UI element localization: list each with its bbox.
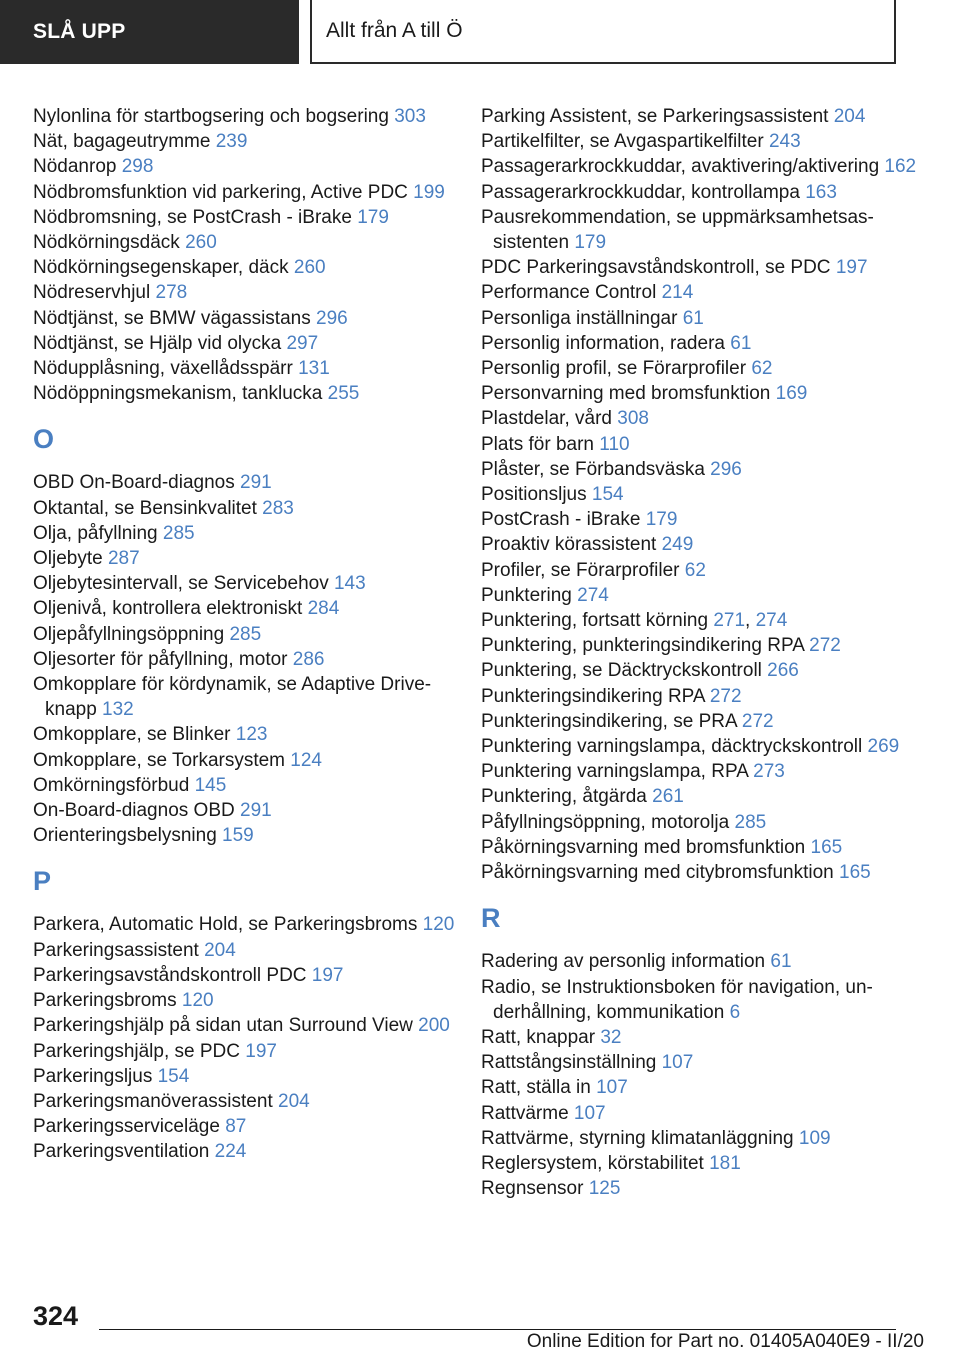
index-entry <box>481 381 921 406</box>
index-entry-term: Punktering, punkteringsindikering RPA <box>481 635 810 657</box>
index-entry-term: Oljebyte <box>33 548 108 570</box>
index-entry-term: Oljebytesintervall, se Servicebehov <box>33 573 334 595</box>
index-entry-term: Påfyllningsöppning, motorolja <box>481 811 735 833</box>
index-entry <box>481 432 921 457</box>
index-entry-term: Nödanrop <box>33 156 122 178</box>
index-entry <box>481 1050 921 1075</box>
page-reference-link[interactable]: 107 <box>661 1052 694 1074</box>
index-entry <box>33 1039 473 1064</box>
page-reference-link[interactable]: 285 <box>162 522 195 544</box>
index-entry-term: Rattvärme <box>481 1102 574 1124</box>
page-reference-link[interactable]: 296 <box>316 307 348 329</box>
page-reference-link[interactable]: 154 <box>157 1065 190 1087</box>
index-entry-term: Nödupplåsning, växellådsspärr <box>33 358 299 380</box>
page-reference-link[interactable]: 266 <box>767 660 799 682</box>
page-reference-link[interactable]: 243 <box>768 131 801 153</box>
page-reference-link[interactable]: 165 <box>839 862 871 884</box>
index-entry <box>481 835 921 860</box>
index-entry-term: Regnsensor <box>481 1178 589 1200</box>
index-entry <box>481 860 921 885</box>
page-reference-link[interactable]: 145 <box>194 774 227 796</box>
index-entry-term: Rattvärme, styrning klimatanläggning <box>481 1127 799 1149</box>
page-reference-link[interactable]: 120 <box>181 990 214 1012</box>
index-entry-term: Positionsljus <box>481 484 592 506</box>
index-entry-term: Parking Assistent, se Parkeringsassistent <box>481 106 834 127</box>
index-entry <box>33 470 473 495</box>
index-entry-term: Personlig information, radera <box>481 332 731 354</box>
page-reference-link[interactable]: 260 <box>293 257 326 279</box>
page-reference-link[interactable]: 87 <box>225 1116 247 1138</box>
index-entry-term: On-Board-diagnos OBD <box>33 800 240 822</box>
index-entry-term: Ratt, knappar <box>481 1026 601 1048</box>
index-entry-term: Personvarning med bromsfunktion <box>481 383 776 405</box>
index-entry-term: Nödbromsning, se PostCrash - iBrake <box>33 206 358 228</box>
index-entry <box>481 104 921 129</box>
index-entry-term: Profiler, se Förarprofiler <box>481 559 685 581</box>
page-reference-link[interactable]: 61 <box>770 951 792 973</box>
index-entry-term: Parkeringsassistent <box>33 939 205 961</box>
index-entry-term: Performance Control <box>481 282 662 304</box>
page-reference-link[interactable]: 123 <box>235 724 268 746</box>
page-reference-link[interactable]: 285 <box>229 623 262 645</box>
page-reference-link[interactable]: 204 <box>204 939 236 961</box>
index-entry <box>481 532 921 557</box>
index-entry <box>481 633 921 658</box>
index-entry-term: Nödtjänst, se Hjälp vid olycka <box>33 332 287 354</box>
index-entry <box>33 912 473 937</box>
page-reference-link[interactable]: 273 <box>753 761 785 783</box>
index-entry-term: Påkörningsvarning med citybromsfunktion <box>481 862 840 884</box>
page-reference-link[interactable]: 303 <box>394 106 426 127</box>
index-entry <box>33 748 473 773</box>
index-entry-term: Personliga inställningar <box>481 307 683 329</box>
index-entry-term: Nödkörningsdäck <box>33 232 186 254</box>
index-entry-term: Parkeringsljus <box>33 1065 158 1087</box>
index-entry-term: Nödbromsfunktion vid parkering, Active PDC <box>33 181 414 203</box>
page-reference-link[interactable]: 287 <box>107 548 140 570</box>
index-entry <box>33 1013 473 1038</box>
page-reference-link[interactable]: 274 <box>577 584 609 606</box>
page-reference-link[interactable]: 200 <box>418 1015 450 1037</box>
index-entry-term: Omkopplare för kördynamik, se Adaptive Drive-knapp <box>33 674 432 721</box>
index-entry-term: Passagerarkrockkuddar, kontrollampa <box>481 181 806 203</box>
index-entry <box>33 104 473 129</box>
index-entry-term: Oljepåfyllningsöppning <box>33 623 230 645</box>
index-entry <box>481 255 921 280</box>
index-entry <box>33 180 473 205</box>
page-reference-link[interactable]: 132 <box>102 699 134 721</box>
page-reference-link[interactable]: 272 <box>709 685 742 707</box>
page-reference-link[interactable]: 163 <box>805 181 837 203</box>
page-reference-link[interactable]: 204 <box>278 1090 310 1112</box>
index-entry-term: Parkeringsventilation <box>33 1141 215 1163</box>
index-entry <box>481 1151 921 1176</box>
page-reference-link[interactable]: 169 <box>775 383 808 405</box>
index-entry-term: Personlig profil, se Förarprofiler <box>481 358 752 380</box>
section-tab-label: SLÅ UPP <box>33 20 126 43</box>
index-entry <box>481 975 921 1025</box>
page-reference-link[interactable]: 296 <box>710 458 742 480</box>
page-reference-link[interactable]: 181 <box>709 1152 741 1174</box>
page-reference-link[interactable]: 197 <box>835 257 868 279</box>
page-reference-link[interactable]: 6 <box>729 1001 741 1023</box>
index-entry <box>33 773 473 798</box>
index-entry-term: Plats för barn <box>481 433 600 455</box>
page-reference-link[interactable]: 124 <box>290 749 322 771</box>
index-entry <box>481 205 921 255</box>
page-reference-link[interactable]: 165 <box>810 836 843 858</box>
index-entry <box>33 798 473 823</box>
page-reference-link[interactable]: 199 <box>413 181 445 203</box>
index-entry <box>481 949 921 974</box>
index-entry <box>481 810 921 835</box>
index-entry <box>33 571 473 596</box>
page-reference-link[interactable]: 107 <box>596 1077 628 1099</box>
index-entry <box>33 546 473 571</box>
index-entry <box>33 988 473 1013</box>
page-reference-link[interactable]: 179 <box>574 232 607 254</box>
index-entry-term: Pausrekommendation, se uppmärksamhetsassistenten <box>481 206 874 254</box>
index-entry-term: Punktering, åtgärda <box>481 786 653 808</box>
index-entry <box>33 306 473 331</box>
page-reference-link[interactable]: 249 <box>661 534 694 556</box>
index-entry <box>481 1176 921 1201</box>
index-entry <box>33 1089 473 1114</box>
index-entry <box>481 180 921 205</box>
index-entry-term: Nödkörningsegenskaper, däck <box>33 257 294 279</box>
index-entry-term: Parkeringsmanöverassistent <box>33 1090 278 1112</box>
page-reference-link[interactable]: 120 <box>422 914 455 936</box>
index-entry-term: Partikelfilter, se Avgaspartikelfilter <box>481 131 769 153</box>
index-entry <box>481 356 921 381</box>
index-entry <box>33 622 473 647</box>
index-entry <box>33 154 473 179</box>
index-entry <box>33 496 473 521</box>
page-reference-link[interactable]: 179 <box>645 509 678 531</box>
index-entry <box>33 521 473 546</box>
index-entry <box>33 1114 473 1139</box>
section-letter: O <box>33 424 55 455</box>
index-entry <box>481 709 921 734</box>
page-reference-link[interactable]: 260 <box>185 232 217 254</box>
page-reference-link[interactable]: 154 <box>591 484 624 506</box>
page-reference-link[interactable]: 61 <box>682 307 704 329</box>
index-entry-term: Proaktiv körassistent <box>481 534 662 556</box>
index-entry <box>481 684 921 709</box>
page-reference-link[interactable]: 284 <box>307 598 340 620</box>
page-reference-link[interactable]: 197 <box>245 1040 277 1062</box>
page-reference-link[interactable]: 283 <box>262 497 294 519</box>
index-entry-term: Radering av personlig information <box>481 951 771 973</box>
page-reference-link[interactable]: 32 <box>600 1026 622 1048</box>
page-reference-link[interactable]: 204 <box>833 106 866 127</box>
index-entry <box>33 647 473 672</box>
index-entry <box>481 1075 921 1100</box>
section-letter: R <box>481 903 501 934</box>
index-entry-term: Punkteringsindikering, se PRA <box>481 710 742 732</box>
index-entry-term: Omkopplare, se Blinker <box>33 724 236 746</box>
index-entry-term: Rattstångsinställning <box>481 1052 662 1074</box>
index-entry <box>481 558 921 583</box>
index-entry-term: Olja, påfyllning <box>33 522 163 544</box>
index-entry-term: PDC Parkeringsavståndskontroll, se PDC <box>481 257 836 279</box>
index-entry-term: OBD On-Board-diagnos <box>33 472 240 494</box>
index-entry <box>33 938 473 963</box>
index-entry <box>481 457 921 482</box>
index-entry-term: Oljesorter för påfyllning, motor <box>33 648 293 670</box>
index-entry-term: Ratt, ställa in <box>481 1077 597 1099</box>
index-entry-term: Reglersystem, körstabilitet <box>481 1152 710 1174</box>
page-reference-link[interactable]: 224 <box>214 1141 247 1163</box>
page-reference-link[interactable]: 278 <box>155 282 188 304</box>
index-entry <box>481 507 921 532</box>
index-entry <box>481 658 921 683</box>
index-entry <box>33 381 473 406</box>
index-entry-term: Radio, se Instruktionsboken för navigation, underhållning, kommunikation <box>481 976 873 1023</box>
index-entry-term: Punktering <box>481 584 578 606</box>
page-reference-link[interactable]: 286 <box>292 648 325 670</box>
index-entry <box>33 356 473 381</box>
index-entry-term: Punktering varningslampa, RPA <box>481 761 754 783</box>
index-entry <box>481 482 921 507</box>
index-entry-term: Nödtjänst, se BMW vägassistans <box>33 307 316 329</box>
index-entry-term: Punktering varningslampa, däcktryckskontroll <box>481 736 868 758</box>
index-entry <box>33 1064 473 1089</box>
page-reference-link[interactable]: 159 <box>222 825 254 847</box>
index-entry <box>481 280 921 305</box>
index-entry <box>33 230 473 255</box>
index-entry-term: Oljenivå, kontrollera elektroniskt <box>33 598 308 620</box>
page-reference-link[interactable]: 269 <box>867 736 900 758</box>
index-entry-term: Parkeringshjälp på sidan utan Surround View <box>33 1015 419 1037</box>
index-entry <box>481 406 921 431</box>
index-column-right <box>481 104 921 1201</box>
page-reference-link[interactable]: 214 <box>661 282 694 304</box>
chapter-tab <box>310 0 896 64</box>
index-entry <box>481 1126 921 1151</box>
page-reference-link[interactable]: 291 <box>240 472 272 494</box>
index-entry-term: Plåster, se Förbandsväska <box>481 458 711 480</box>
page-reference-link[interactable]: 62 <box>684 559 706 581</box>
index-entry <box>33 280 473 305</box>
index-entry <box>33 205 473 230</box>
index-entry-term: Nät, bagageutrymme <box>33 131 216 153</box>
page-reference-link[interactable]: 197 <box>311 964 344 986</box>
index-entry <box>33 963 473 988</box>
index-entry-term: Parkeringsbroms <box>33 990 182 1012</box>
index-entry-term: Parkeringsavståndskontroll PDC <box>33 964 312 986</box>
footer-edition-text: Online Edition for Part no. 01405A040E9 - II/20 <box>526 1331 924 1352</box>
index-entry-term: Omkopplare, se Torkarsystem <box>33 749 291 771</box>
page-reference-link[interactable]: 109 <box>798 1127 831 1149</box>
page-reference-link[interactable]: 291 <box>240 800 272 822</box>
chapter-tab-label: Allt från A till Ö <box>326 19 463 42</box>
index-entry-term: Punktering, se Däcktryckskontroll <box>481 660 768 682</box>
page-reference-link[interactable]: 285 <box>734 811 767 833</box>
section-tab <box>0 0 299 64</box>
index-entry-term: Nylonlina för startbogsering och bogsering <box>33 106 395 127</box>
page-reference-link[interactable]: 162 <box>884 156 917 178</box>
index-entry <box>481 154 921 179</box>
index-entry-term: Orienteringsbelysning <box>33 825 223 847</box>
index-entry <box>481 784 921 809</box>
index-entry <box>33 672 473 722</box>
index-entry-term: Parkeringsserviceläge <box>33 1116 226 1138</box>
page-reference-link[interactable]: 272 <box>741 710 774 732</box>
index-entry <box>481 759 921 784</box>
index-entry-term: Nödöppningsmekanism, tanklucka <box>33 383 328 405</box>
page-reference-link[interactable]: 179 <box>357 206 389 228</box>
index-entry-term: Påkörningsvarning med bromsfunktion <box>481 836 811 858</box>
index-entry <box>481 1101 921 1126</box>
index-entry-term: Parkera, Automatic Hold, se Parkeringsbroms <box>33 914 423 936</box>
page-reference-link[interactable]: 131 <box>298 358 330 380</box>
page-reference-link[interactable]: 125 <box>588 1178 621 1200</box>
footer-divider <box>99 1329 896 1330</box>
index-entry-term: Parkeringshjälp, se PDC <box>33 1040 246 1062</box>
page-reference-link[interactable]: 261 <box>652 786 684 808</box>
page-reference-link[interactable]: 62 <box>751 358 773 380</box>
index-entry <box>33 722 473 747</box>
index-entry <box>33 129 473 154</box>
index-entry-term: Punkteringsindikering RPA <box>481 685 710 707</box>
index-entry <box>33 1139 473 1164</box>
index-entry-term: PostCrash - iBrake <box>481 509 646 531</box>
index-column-left <box>33 104 473 1165</box>
index-entry-term: Oktantal, se Bensinkvalitet <box>33 497 263 519</box>
index-entry: Punktering, fortsatt körning 271, 274 <box>481 610 788 632</box>
index-entry <box>481 306 921 331</box>
page-reference-link[interactable]: 271 <box>713 610 746 632</box>
page-reference-link[interactable]: 143 <box>333 573 366 595</box>
index-entry <box>33 823 473 848</box>
page-number: 324 <box>33 1301 79 1331</box>
index-entry <box>481 331 921 356</box>
page-reference-link[interactable]: 308 <box>617 408 649 430</box>
index-entry-term: Passagerarkrockkuddar, avaktivering/aktivering <box>481 156 885 178</box>
index-entry-term: Omkörningsförbud <box>33 774 195 796</box>
index-entry <box>33 596 473 621</box>
index-entry <box>33 255 473 280</box>
index-entry <box>33 331 473 356</box>
index-entry-term: Punktering, fortsatt körning <box>481 610 714 632</box>
index-entry <box>481 583 921 608</box>
page-reference-link[interactable]: 274 <box>755 610 788 632</box>
index-entry-term: Nödreservhjul <box>33 282 156 304</box>
section-letter: P <box>33 866 52 897</box>
page-reference-link[interactable]: 297 <box>286 332 319 354</box>
page-reference-link[interactable]: 255 <box>327 383 360 405</box>
page-reference-link[interactable]: 298 <box>121 156 154 178</box>
page-reference-link[interactable]: 107 <box>573 1102 606 1124</box>
index-entry <box>481 129 921 154</box>
page-reference-link[interactable]: 239 <box>215 131 248 153</box>
page-reference-link[interactable]: 110 <box>599 433 630 455</box>
index-entry <box>481 1025 921 1050</box>
page-reference-link[interactable]: 61 <box>730 332 752 354</box>
index-entry <box>481 734 921 759</box>
index-entry-term: Plastdelar, vård <box>481 408 618 430</box>
page-reference-link[interactable]: 272 <box>809 635 841 657</box>
